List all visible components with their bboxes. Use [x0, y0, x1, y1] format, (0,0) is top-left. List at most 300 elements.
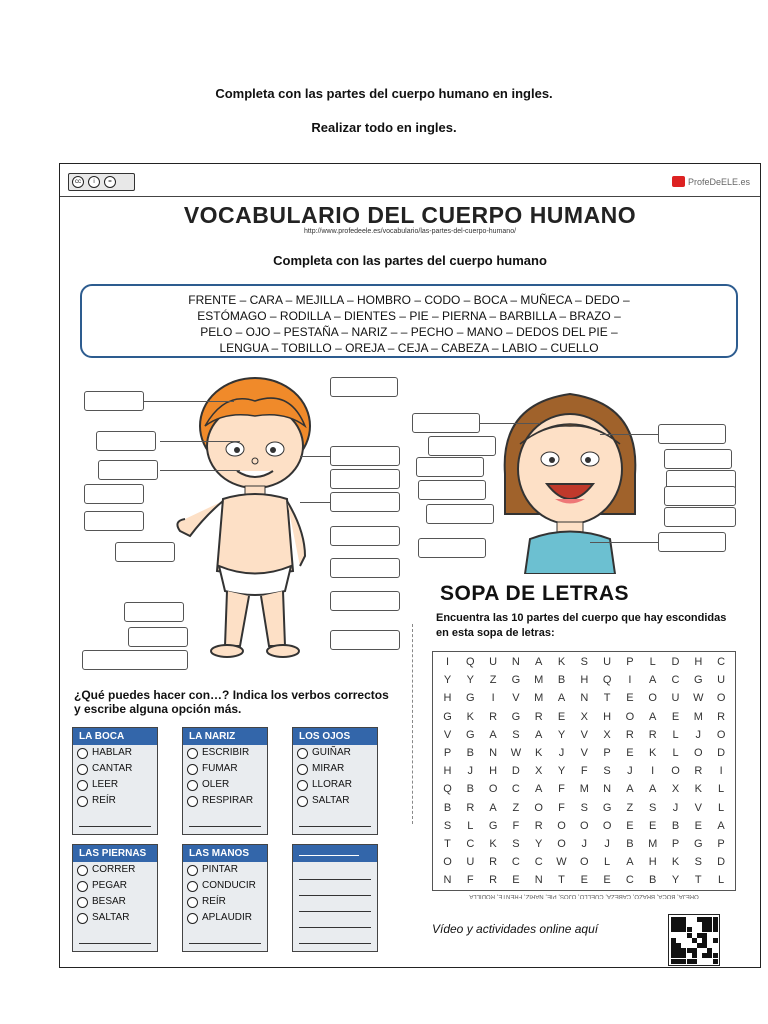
radio-circle-icon[interactable]: [77, 764, 88, 775]
grid-letter[interactable]: U: [466, 856, 475, 869]
verb-label: HABLAR: [92, 747, 133, 758]
radio-circle-icon[interactable]: [77, 913, 88, 924]
grid-letter[interactable]: N: [443, 874, 452, 887]
grid-letter[interactable]: G: [694, 838, 703, 850]
verb-box-title: LA NARIZ: [183, 728, 267, 745]
write-line[interactable]: [79, 943, 151, 944]
grid-letter[interactable]: G: [602, 801, 612, 814]
grid-letter[interactable]: J: [627, 765, 633, 778]
pointer-line: [144, 401, 234, 402]
grid-letter[interactable]: N: [511, 656, 520, 668]
label-input-box[interactable]: [330, 591, 400, 611]
grid-letter[interactable]: A: [626, 856, 634, 869]
verb-box-title: LOS OJOS: [293, 728, 377, 745]
grid-letter[interactable]: X: [580, 710, 588, 723]
grid-letter[interactable]: D: [717, 747, 726, 759]
grid-letter[interactable]: R: [648, 728, 657, 741]
radio-circle-icon[interactable]: [77, 897, 88, 908]
grid-letter[interactable]: E: [557, 710, 566, 723]
grid-letter[interactable]: O: [580, 856, 589, 869]
brand-icon: [672, 176, 685, 187]
grid-letter[interactable]: H: [648, 856, 657, 869]
radio-circle-icon[interactable]: [297, 780, 308, 791]
grid-letter[interactable]: B: [466, 783, 474, 796]
grid-letter[interactable]: L: [718, 874, 725, 887]
grid-letter[interactable]: G: [694, 674, 703, 687]
verb-option[interactable]: [183, 910, 267, 926]
grid-letter[interactable]: H: [694, 656, 703, 668]
grid-letter[interactable]: B: [626, 838, 634, 850]
grid-letter[interactable]: A: [489, 728, 497, 741]
grid-letter[interactable]: L: [718, 783, 725, 796]
grid-letter[interactable]: K: [535, 747, 543, 759]
label-input-box[interactable]: [330, 492, 400, 512]
verb-option[interactable]: [293, 761, 377, 777]
worksheet: [59, 163, 761, 968]
grid-letter[interactable]: P: [717, 838, 725, 850]
verb-box-ojos: [292, 727, 378, 835]
grid-letter[interactable]: O: [534, 801, 543, 814]
label-input-box[interactable]: [96, 431, 156, 451]
write-line[interactable]: [299, 895, 371, 896]
grid-letter[interactable]: K: [557, 656, 566, 668]
grid-letter[interactable]: U: [489, 656, 498, 668]
grid-letter[interactable]: T: [603, 692, 611, 705]
grid-letter[interactable]: Q: [466, 656, 475, 668]
verb-option[interactable]: [73, 862, 157, 878]
grid-letter[interactable]: E: [603, 874, 611, 887]
grid-letter[interactable]: S: [580, 801, 588, 814]
verbs-question: ¿Qué puedes hacer con…? Indica los verbos correctos y escribe alguna opción más.: [74, 688, 389, 716]
grid-letter[interactable]: E: [649, 819, 657, 832]
grid-letter[interactable]: O: [557, 819, 566, 832]
grid-letter[interactable]: D: [671, 656, 680, 668]
grid-letter[interactable]: C: [534, 856, 543, 869]
grid-letter[interactable]: Q: [602, 674, 612, 687]
grid-letter[interactable]: C: [511, 783, 520, 796]
grid-letter[interactable]: E: [671, 710, 680, 723]
grid-letter[interactable]: T: [694, 874, 702, 887]
verb-option[interactable]: [73, 761, 157, 777]
label-input-box[interactable]: [330, 526, 400, 546]
grid-letter[interactable]: H: [603, 710, 612, 723]
grid-letter[interactable]: N: [603, 783, 612, 796]
label-input-box[interactable]: [418, 480, 486, 500]
grid-letter[interactable]: A: [489, 801, 497, 814]
verb-label: SALTAR: [312, 795, 350, 806]
grid-letter[interactable]: R: [466, 801, 475, 814]
label-input-box[interactable]: [412, 413, 480, 433]
grid-letter[interactable]: O: [716, 692, 726, 705]
verb-option[interactable]: [73, 894, 157, 910]
grid-letter[interactable]: T: [444, 838, 451, 850]
grid-letter[interactable]: F: [558, 783, 565, 796]
word-search-solution-note: OREJA, BOCA, BRAZO, CABEZA, CUELLO, OJOS, PIE, NARIZ, FRENTE, RODILLA: [469, 893, 699, 899]
grid-letter[interactable]: T: [558, 874, 565, 887]
verb-option[interactable]: [73, 878, 157, 894]
grid-letter[interactable]: A: [535, 783, 543, 796]
label-input-box[interactable]: [84, 484, 144, 504]
grid-letter[interactable]: R: [717, 710, 726, 723]
label-input-box[interactable]: [330, 558, 400, 578]
grid-letter[interactable]: L: [718, 801, 725, 814]
section-divider: [412, 624, 413, 824]
word-bank-line: ESTÓMAGO – RODILLA – DIENTES – PIE – PIERNA – BARBILLA – BRAZO –: [197, 309, 621, 323]
label-input-box[interactable]: [658, 532, 726, 552]
grid-letter[interactable]: V: [580, 728, 588, 741]
grid-letter[interactable]: M: [534, 674, 544, 687]
label-input-box[interactable]: [115, 542, 175, 562]
grid-letter[interactable]: K: [694, 783, 702, 796]
grid-letter[interactable]: G: [466, 728, 475, 741]
grid-letter[interactable]: A: [717, 819, 725, 832]
grid-letter[interactable]: B: [557, 674, 566, 687]
label-input-box[interactable]: [84, 511, 144, 531]
grid-letter[interactable]: E: [626, 747, 634, 759]
radio-circle-icon[interactable]: [187, 796, 198, 807]
grid-letter[interactable]: P: [671, 838, 680, 850]
grid-letter[interactable]: S: [512, 838, 520, 850]
radio-circle-icon[interactable]: [77, 881, 88, 892]
grid-letter[interactable]: Y: [557, 728, 566, 741]
verb-option[interactable]: [183, 878, 267, 894]
label-input-box[interactable]: [84, 391, 144, 411]
write-line[interactable]: [79, 826, 151, 827]
grid-letter[interactable]: U: [717, 674, 726, 687]
grid-letter[interactable]: S: [694, 856, 702, 869]
verb-label: LEER: [92, 779, 119, 790]
grid-letter[interactable]: R: [694, 765, 703, 778]
grid-letter[interactable]: O: [488, 783, 498, 796]
grid-letter[interactable]: C: [671, 674, 680, 687]
grid-letter[interactable]: V: [512, 692, 520, 705]
grid-letter[interactable]: I: [719, 765, 723, 778]
verb-option[interactable]: [73, 910, 157, 926]
grid-letter[interactable]: L: [467, 819, 474, 832]
grid-letter[interactable]: P: [626, 656, 634, 668]
grid-letter[interactable]: W: [510, 747, 522, 759]
radio-circle-icon[interactable]: [297, 796, 308, 807]
radio-circle-icon[interactable]: [187, 881, 198, 892]
grid-letter[interactable]: H: [489, 765, 498, 778]
write-line[interactable]: [299, 879, 371, 880]
grid-letter[interactable]: J: [581, 838, 588, 850]
pointer-line: [590, 542, 658, 543]
verb-option[interactable]: [293, 793, 377, 809]
worksheet-url: http://www.profedeele.es/vocabulario/las-partes-del-cuerpo-humano/: [303, 228, 517, 235]
grid-letter[interactable]: M: [693, 710, 703, 723]
grid-letter[interactable]: F: [512, 819, 520, 832]
write-line[interactable]: [299, 911, 371, 912]
grid-letter[interactable]: R: [489, 710, 498, 723]
grid-letter[interactable]: W: [556, 856, 567, 869]
grid-letter[interactable]: M: [579, 783, 589, 796]
verb-option[interactable]: [73, 793, 157, 809]
grid-letter[interactable]: Y: [466, 674, 474, 687]
verb-option[interactable]: [293, 777, 377, 793]
grid-letter[interactable]: A: [557, 692, 566, 705]
write-line[interactable]: [299, 826, 371, 827]
grid-letter[interactable]: P: [603, 747, 611, 759]
verb-option[interactable]: [183, 894, 267, 910]
grid-letter[interactable]: O: [443, 856, 452, 869]
label-input-box[interactable]: [330, 446, 400, 466]
grid-letter[interactable]: S: [603, 765, 611, 778]
radio-circle-icon[interactable]: [187, 913, 198, 924]
verb-label: CORRER: [92, 864, 136, 875]
grid-letter[interactable]: P: [443, 747, 452, 759]
grid-letter[interactable]: K: [489, 838, 497, 850]
grid-letter[interactable]: Y: [443, 674, 452, 687]
boy-illustration: [165, 371, 355, 661]
grid-letter[interactable]: V: [443, 728, 452, 741]
verb-option[interactable]: [183, 793, 267, 809]
verb-label: CONDUCIR: [202, 880, 256, 891]
label-input-box[interactable]: [124, 602, 184, 622]
grid-letter[interactable]: F: [558, 801, 565, 814]
label-input-box[interactable]: [664, 449, 732, 469]
write-line[interactable]: [189, 943, 261, 944]
grid-letter[interactable]: X: [603, 728, 611, 741]
grid-letter[interactable]: J: [695, 728, 702, 741]
verb-label: FUMAR: [202, 763, 238, 774]
grid-letter[interactable]: I: [491, 692, 495, 705]
grid-letter[interactable]: D: [511, 765, 520, 778]
pointer-line: [300, 456, 330, 457]
grid-letter[interactable]: K: [649, 747, 657, 759]
grid-letter[interactable]: U: [603, 656, 612, 668]
grid-letter[interactable]: J: [672, 801, 679, 814]
grid-letter[interactable]: O: [557, 838, 566, 850]
verb-label: REÍR: [202, 896, 226, 907]
grid-letter[interactable]: R: [534, 710, 543, 723]
verb-label: REÍR: [92, 795, 116, 806]
grid-letter[interactable]: V: [580, 747, 588, 759]
grid-letter[interactable]: O: [580, 819, 589, 832]
label-input-box[interactable]: [416, 457, 484, 477]
pointer-line: [480, 423, 540, 424]
grid-letter[interactable]: S: [512, 728, 520, 741]
word-bank-line: PELO – OJO – PESTAÑA – NARIZ – – PECHO – MANO – DEDOS DEL PIE –: [200, 325, 618, 339]
grid-letter[interactable]: A: [535, 656, 543, 668]
grid-letter[interactable]: H: [443, 692, 452, 705]
grid-letter[interactable]: E: [580, 874, 588, 887]
grid-letter[interactable]: G: [466, 692, 475, 705]
grid-letter[interactable]: B: [466, 747, 474, 759]
grid-letter[interactable]: L: [604, 856, 611, 869]
grid-letter[interactable]: G: [443, 710, 452, 723]
verb-label: RESPIRAR: [202, 795, 254, 806]
radio-circle-icon[interactable]: [187, 748, 198, 759]
video-caption: Vídeo y actividades online aquí: [432, 922, 599, 936]
grid-letter[interactable]: K: [466, 710, 474, 723]
radio-circle-icon[interactable]: [77, 796, 88, 807]
grid-letter[interactable]: Y: [535, 838, 543, 850]
grid-letter[interactable]: K: [671, 856, 680, 869]
grid-letter[interactable]: C: [625, 874, 634, 887]
grid-letter[interactable]: A: [649, 710, 657, 723]
write-line[interactable]: [189, 826, 261, 827]
grid-letter[interactable]: E: [626, 819, 634, 832]
grid-letter[interactable]: C: [466, 838, 475, 850]
word-search-title: SOPA DE LETRAS: [440, 582, 630, 605]
label-input-box[interactable]: [664, 507, 736, 527]
radio-circle-icon[interactable]: [187, 780, 198, 791]
grid-letter[interactable]: X: [671, 783, 680, 796]
grid-letter[interactable]: C: [511, 856, 520, 869]
grid-letter[interactable]: O: [602, 819, 612, 832]
grid-letter[interactable]: X: [535, 765, 543, 778]
write-line[interactable]: [299, 927, 371, 928]
verb-box-piernas: [72, 844, 158, 952]
word-search-grid: [432, 651, 736, 891]
label-input-box[interactable]: [428, 436, 496, 456]
radio-circle-icon[interactable]: [187, 897, 198, 908]
qr-module: [713, 959, 718, 964]
verb-label: BESAR: [92, 896, 126, 907]
label-input-box[interactable]: [330, 469, 400, 489]
word-search-instructions: Encuentra las 10 partes del cuerpo que hay escondidas en esta sopa de letras:: [436, 612, 727, 639]
grid-letter[interactable]: M: [648, 838, 658, 850]
grid-letter[interactable]: Z: [512, 801, 520, 814]
label-input-box[interactable]: [426, 504, 494, 524]
label-input-box[interactable]: [82, 650, 188, 670]
radio-circle-icon[interactable]: [187, 764, 198, 775]
grid-letter[interactable]: D: [717, 856, 726, 869]
grid-letter[interactable]: Q: [443, 783, 452, 796]
grid-letter[interactable]: N: [534, 874, 543, 887]
label-input-box[interactable]: [658, 424, 726, 444]
grid-letter[interactable]: L: [672, 728, 679, 741]
girl-illustration: [485, 384, 655, 574]
worksheet-subtitle: Completa con las partes del cuerpo humano: [273, 253, 547, 268]
grid-letter[interactable]: B: [649, 874, 657, 887]
grid-letter[interactable]: H: [580, 674, 589, 687]
verb-option[interactable]: [73, 745, 157, 761]
radio-circle-icon[interactable]: [77, 865, 88, 876]
radio-circle-icon[interactable]: [77, 780, 88, 791]
radio-circle-icon[interactable]: [297, 748, 308, 759]
creative-commons-badge: cc i =: [68, 173, 135, 191]
grid-letter[interactable]: F: [466, 874, 474, 887]
grid-letter[interactable]: V: [694, 801, 702, 814]
label-input-box[interactable]: [330, 630, 400, 650]
grid-letter[interactable]: N: [489, 747, 498, 759]
verb-label: CANTAR: [92, 763, 133, 774]
qr-module: [692, 959, 697, 964]
verb-option[interactable]: [183, 761, 267, 777]
grid-letter[interactable]: G: [511, 674, 521, 687]
label-input-box[interactable]: [128, 627, 188, 647]
grid-letter[interactable]: R: [489, 856, 498, 869]
grid-letter[interactable]: R: [534, 819, 543, 832]
radio-circle-icon[interactable]: [297, 764, 308, 775]
grid-letter[interactable]: G: [511, 710, 521, 723]
verb-option[interactable]: [183, 862, 267, 878]
grid-letter[interactable]: A: [535, 728, 543, 741]
grid-letter[interactable]: W: [693, 692, 704, 705]
radio-circle-icon[interactable]: [77, 748, 88, 759]
grid-letter[interactable]: H: [443, 765, 452, 778]
grid-letter[interactable]: U: [671, 692, 680, 705]
grid-letter[interactable]: B: [443, 801, 452, 814]
grid-letter[interactable]: I: [651, 765, 655, 778]
grid-letter[interactable]: J: [604, 838, 610, 850]
grid-letter[interactable]: S: [649, 801, 657, 814]
grid-letter[interactable]: R: [489, 874, 498, 887]
grid-letter[interactable]: O: [716, 728, 726, 741]
grid-letter[interactable]: L: [649, 656, 656, 668]
grid-letter[interactable]: O: [648, 692, 657, 705]
label-input-box[interactable]: [98, 460, 158, 480]
word-bank-line: FRENTE – CARA – MEJILLA – HOMBRO – CODO – BOCA – MUÑECA – DEDO –: [188, 293, 630, 307]
qr-module: [713, 927, 718, 932]
verb-box-title-blank[interactable]: [293, 845, 377, 862]
verb-option[interactable]: [293, 745, 377, 761]
verb-box-blank: [292, 844, 378, 952]
grid-letter[interactable]: A: [649, 783, 657, 796]
grid-letter[interactable]: M: [534, 692, 544, 705]
verb-option[interactable]: [183, 745, 267, 761]
grid-letter[interactable]: E: [694, 819, 702, 832]
grid-letter[interactable]: C: [717, 656, 726, 668]
grid-letter[interactable]: R: [625, 728, 634, 741]
verb-box-nariz: [182, 727, 268, 835]
word-bank: [80, 284, 738, 358]
label-input-box[interactable]: [664, 486, 736, 506]
grid-letter[interactable]: O: [671, 765, 680, 778]
instruction-line-1: Completa con las partes del cuerpo humano en ingles.: [215, 86, 553, 101]
grid-letter[interactable]: L: [672, 747, 679, 759]
verb-option[interactable]: [73, 777, 157, 793]
write-line[interactable]: [299, 943, 371, 944]
grid-letter[interactable]: I: [445, 656, 450, 668]
pointer-line: [160, 441, 240, 442]
grid-letter[interactable]: A: [649, 674, 657, 687]
grid-letter[interactable]: A: [626, 783, 634, 796]
grid-letter[interactable]: N: [580, 692, 589, 705]
verb-label: APLAUDIR: [202, 912, 253, 923]
worksheet-title: VOCABULARIO DEL CUERPO HUMANO: [183, 202, 637, 228]
grid-letter[interactable]: J: [467, 765, 474, 778]
label-input-box[interactable]: [330, 377, 398, 397]
grid-letter[interactable]: G: [488, 819, 498, 832]
header-divider: [60, 196, 760, 197]
verb-box-title: LAS PIERNAS: [73, 845, 157, 862]
grid-letter[interactable]: F: [580, 765, 588, 778]
grid-letter[interactable]: S: [580, 656, 588, 668]
verb-label: OLER: [202, 779, 230, 790]
grid-letter[interactable]: Y: [557, 765, 566, 778]
label-input-box[interactable]: [418, 538, 486, 558]
grid-letter[interactable]: Z: [489, 674, 497, 687]
grid-letter[interactable]: I: [628, 674, 632, 687]
radio-circle-icon[interactable]: [187, 865, 198, 876]
grid-letter[interactable]: B: [671, 819, 680, 832]
verb-label: PINTAR: [202, 864, 238, 875]
grid-letter[interactable]: Y: [671, 874, 680, 887]
grid-letter[interactable]: E: [512, 874, 520, 887]
grid-letter[interactable]: S: [443, 819, 452, 832]
grid-letter[interactable]: O: [694, 747, 703, 759]
grid-letter[interactable]: Z: [626, 801, 634, 814]
qr-module: [713, 938, 718, 943]
qr-code[interactable]: [668, 914, 720, 966]
grid-letter[interactable]: E: [626, 692, 634, 705]
grid-letter[interactable]: O: [625, 710, 635, 723]
grid-letter[interactable]: J: [558, 747, 565, 759]
verb-option[interactable]: [183, 777, 267, 793]
